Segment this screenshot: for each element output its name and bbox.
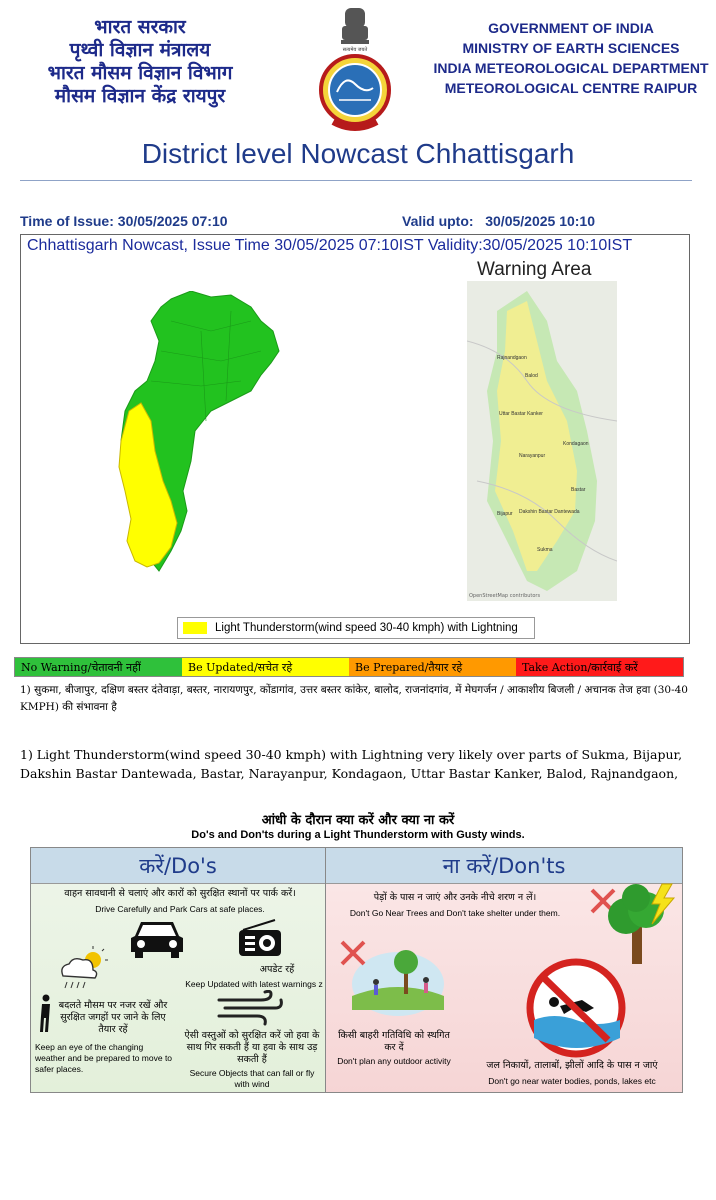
town-label: Uttar Bastar Kanker [499, 411, 543, 417]
trees-text-hindi: पेड़ों के पास न जाएं और उनके नीचे शरण न लें। [373, 892, 537, 903]
map-title: Chhattisgarh Nowcast, Issue Time 30/05/2025 07:10IST Validity:30/05/2025 10:10IST [27, 237, 633, 254]
wind-icon [217, 990, 285, 1026]
town-label: Dakshin Bastar Dantewada [519, 509, 580, 515]
page-title: District level Nowcast Chhattisgarh [141, 138, 575, 169]
issue-time [20, 213, 228, 229]
valid-value: 30/05/2025 10:10 [485, 213, 595, 229]
nowcast-map-panel [20, 234, 690, 644]
header-english-line: METEOROLOGICAL CENTRE RAIPUR [444, 80, 698, 96]
outdoor-text-english: Don't plan any outdoor activity [337, 1056, 451, 1066]
no-swimming-icon [524, 958, 628, 1058]
tree-lightning-icon [588, 882, 682, 968]
scale-no-warning: No Warning/चेतावनी नहीं [15, 658, 182, 676]
header-hindi-line: भारत सरकार [94, 16, 186, 38]
donts-heading: ना करें/Don'ts [326, 848, 682, 884]
update-text-english: Keep Updated with latest warnings z [185, 979, 323, 989]
osm-credit: OpenStreetMap contributors [469, 593, 541, 599]
car-icon [127, 916, 187, 960]
english-forecast-text: 1) Light Thunderstorm(wind speed 30-40 kmph) with Lightning very likely over parts of Sukma, Bijapur, Dakshin Bastar Dantewada, Bastar, Narayanpur, Kondagaon, Uttar Bastar Kanker, Balod, Rajnandgaon, [20, 747, 683, 781]
header-english-line: INDIA METEOROLOGICAL DEPARTMENT [433, 60, 709, 76]
dos-panel [30, 847, 326, 1093]
hindi-forecast-text: 1) सुकमा, बीजापुर, दक्षिण बस्तर दंतेवाड़ा, बस्तर, नारायणपुर, कोंडागांव, उत्तर बस्तर कांकेर, बालोद, राजनांदगांव, में मेघगर्जन / आकाशीय बिजली / अचानक तेज हवा (30-40 KMPH) की संभावना है [20, 684, 688, 713]
water-text-hindi: जल निकायों, तालाबों, झीलों आदि के पास न जाएं [486, 1060, 658, 1071]
header-hindi-line: पृथ्वी विज्ञान मंत्रालय [69, 39, 211, 61]
title-divider [20, 180, 692, 181]
town-label: Kondagaon [563, 441, 589, 447]
issue-label: Time of Issue: [20, 213, 114, 229]
state-district-map [111, 291, 291, 581]
imd-emblem-icon [315, 4, 395, 134]
donts-panel [325, 847, 683, 1093]
header-english [428, 18, 714, 98]
weather-text-hindi: बदलते मौसम पर नजर रखें और सुरक्षित जगहों पर जाने के लिए तैयार रहें [58, 1000, 168, 1035]
emblem-motto: सत्यमेव जयते [342, 47, 368, 53]
dos-donts-title-english: Do's and Don'ts during a Light Thunderstorm with Gusty winds. [191, 829, 525, 841]
outdoor-text-hindi: किसी बाहरी गतिविधि को स्थगित कर दें [338, 1030, 450, 1053]
valid-label: Valid upto: [402, 213, 474, 229]
town-label: Rajnandgaon [497, 355, 527, 361]
legend-text: Light Thunderstorm(wind speed 30-40 kmph) with Lightning [215, 622, 518, 634]
issue-value: 30/05/2025 07:10 [117, 213, 228, 229]
secure-text-hindi: ऐसी वस्तुओं को सुरक्षित करें जो हवा के साथ गिर सकती हैं या हवा के साथ उड़ सकती हैं [184, 1030, 320, 1065]
secure-text-english: Secure Objects that can fall or fly with wind [189, 1068, 315, 1089]
scale-take-action: Take Action/कार्रवाई करें [516, 658, 683, 676]
scale-be-prepared: Be Prepared/तैयार रहे [349, 658, 516, 676]
warning-color-scale [14, 657, 684, 677]
drive-text-hindi: वाहन सावधानी से चलाएं और कारों को सुरक्षित स्थानों पर पार्क करें। [64, 888, 296, 899]
header-english-line: MINISTRY OF EARTH SCIENCES [462, 40, 680, 56]
scale-be-updated: Be Updated/सचेत रहे [182, 658, 349, 676]
header-english-line: GOVERNMENT OF INDIA [488, 20, 654, 36]
map-legend [177, 617, 535, 639]
update-text-hindi: अपडेट रहें [259, 964, 295, 975]
town-label: Balod [525, 373, 538, 379]
weather-cloud-icon [53, 944, 111, 994]
header-hindi-line: भारत मौसम विज्ञान विभाग [47, 62, 233, 84]
dos-donts-title-hindi: आंधी के दौरान क्या करें और क्या ना करें [261, 813, 455, 828]
town-label: Narayanpur [519, 453, 546, 459]
dos-heading: करें/Do's [31, 848, 325, 884]
town-label: Bijapur [497, 511, 513, 517]
town-label: Sukma [537, 547, 553, 553]
warning-area-map [467, 281, 617, 601]
weather-text-english: Keep an eye of the changing weather and be prepared to move to safer places. [35, 1042, 173, 1074]
header-hindi [30, 16, 250, 108]
outdoor-activity-icon [340, 938, 448, 1018]
water-text-english: Don't go near water bodies, ponds, lakes etc [488, 1076, 656, 1086]
drive-text-english: Drive Carefully and Park Cars at safe places. [95, 904, 265, 914]
radio-icon [237, 918, 283, 958]
warning-area-label: Warning Area [477, 259, 592, 280]
valid-upto [402, 213, 595, 229]
trees-text-english: Don't Go Near Trees and Don't take shelter under them. [349, 908, 561, 918]
header-hindi-line: मौसम विज्ञान केंद्र रायपुर [54, 85, 226, 107]
town-label: Bastar [571, 487, 586, 493]
legend-swatch [183, 622, 207, 634]
